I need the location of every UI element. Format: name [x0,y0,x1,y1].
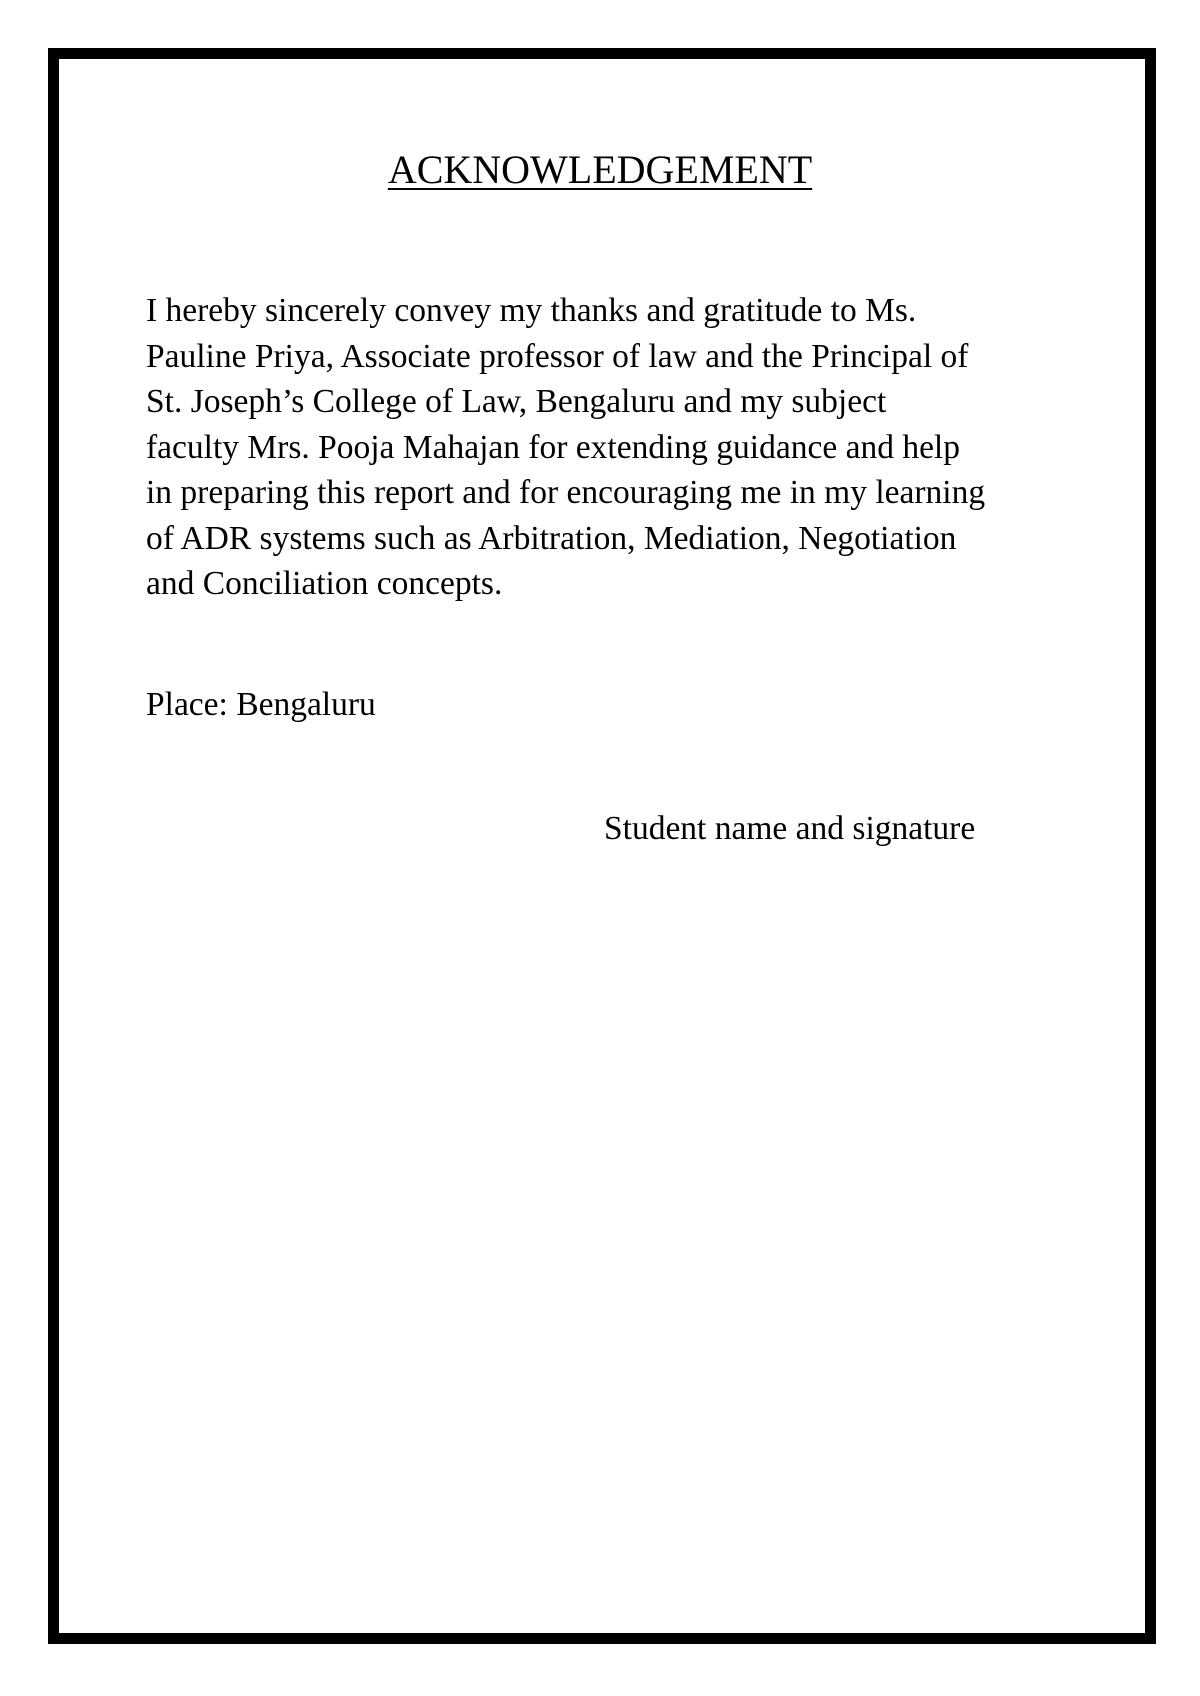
paragraph-line: and Conciliation concepts. [146,565,503,602]
paragraph-line: St. Joseph’s College of Law, Bengaluru and my subject [146,383,887,420]
paragraph-line: in preparing this report and for encouraging me in my learning [146,474,986,511]
paragraph-line: of ADR systems such as Arbitration, Mediation, Negotiation [146,519,957,557]
paragraph-line: Pauline Priya, Associate professor of law and the Principal of [146,337,969,375]
title-text: ACKNOWLEDGEMENT [387,147,813,192]
acknowledgement-paragraph [146,288,1076,607]
place-line: Place: Bengaluru [146,686,376,723]
paragraph-line: faculty Mrs. Pooja Mahajan for extending guidance and help [146,428,960,466]
signature-line: Student name and signature [604,810,976,847]
page-title [0,146,1200,194]
paragraph-line: I hereby sincerely convey my thanks and gratitude to Ms. [146,292,917,329]
